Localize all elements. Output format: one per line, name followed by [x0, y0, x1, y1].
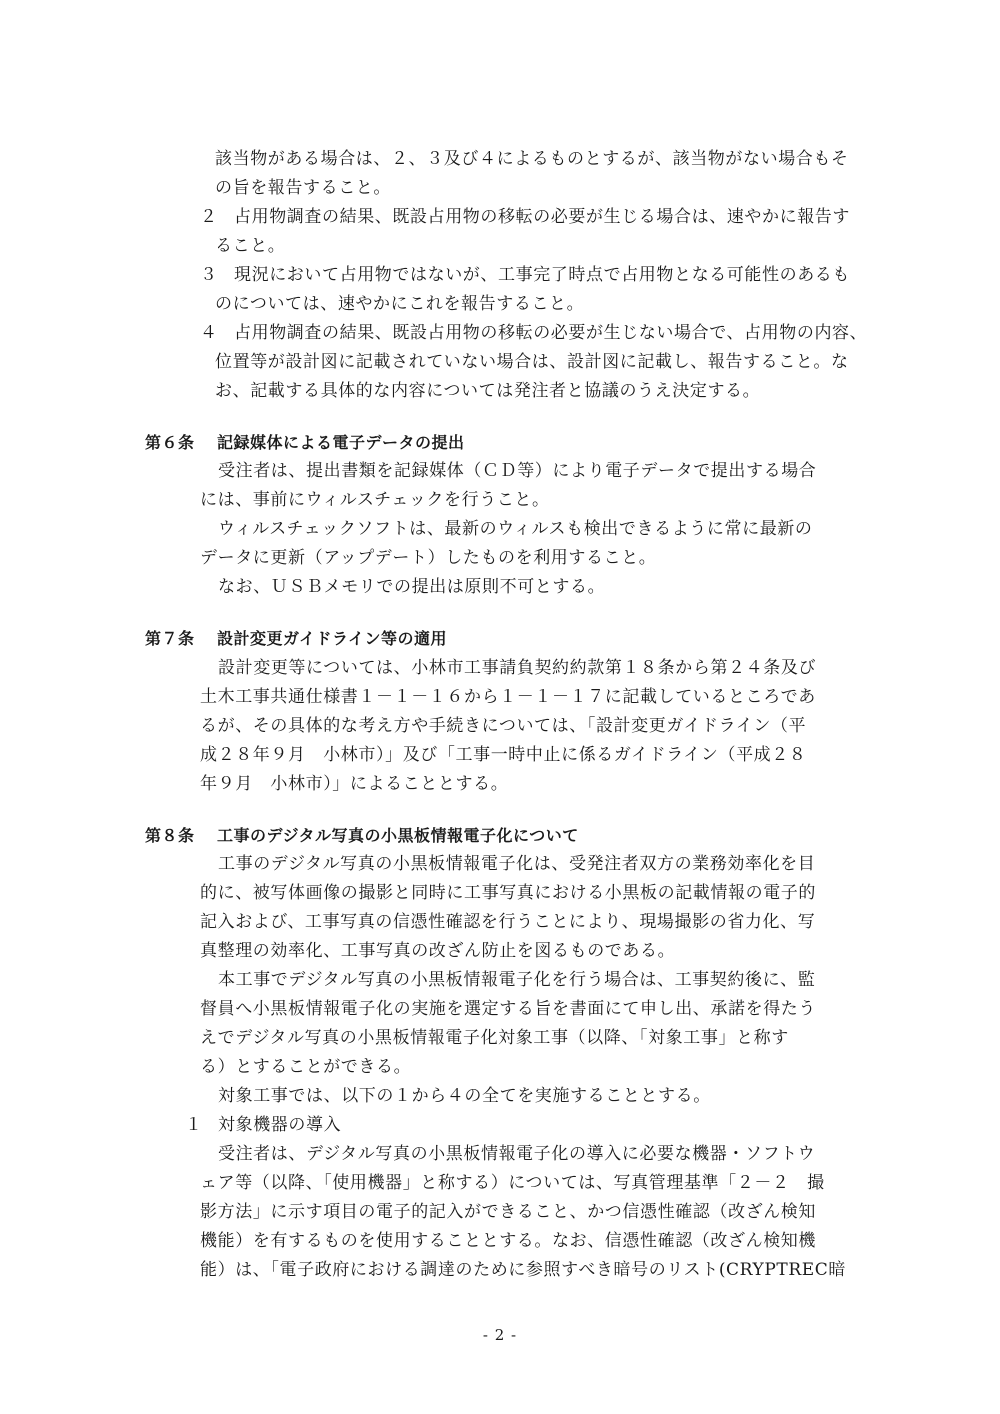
paragraph-line: データに更新（アップデート）したものを利用すること。	[200, 548, 657, 568]
item-line: 占用物調査の結果、既設占用物の移転の必要が生じない場合で、占用物の内容、	[234, 323, 868, 343]
paragraph-line: 年９月 小林市）」によることとする。	[200, 774, 509, 794]
paragraph-line: 真整理の効率化、工事写真の改ざん防止を図るものである。	[200, 941, 676, 961]
paragraph-line: 影方法」に示す項目の電子的記入ができること、かつ信憑性確認（改ざん検知	[200, 1202, 816, 1222]
item-number: ３	[200, 265, 218, 285]
page-number: - 2 -	[482, 1326, 518, 1344]
paragraph-line: 受注者は、デジタル写真の小黒板情報電子化の導入に必要な機器・ソフトウ	[218, 1144, 816, 1164]
subitem-label: 対象機器の導入	[218, 1115, 342, 1135]
item-line: のについては、速やかにこれを報告すること。	[215, 294, 585, 314]
item-line: ること。	[215, 236, 286, 256]
paragraph-line: なお、ＵＳＢメモリでの提出は原則不可とする。	[218, 577, 606, 597]
article-title: 設計変更ガイドライン等の適用	[217, 629, 448, 648]
paragraph-line: 対象工事では、以下の１から４の全てを実施することとする。	[218, 1086, 711, 1106]
paragraph-line: 能）は、「電子政府における調達のために参照すべき暗号のリスト(CRYPTREC暗	[200, 1260, 846, 1280]
article-heading	[145, 628, 447, 650]
paragraph-line: ウィルスチェックソフトは、最新のウィルスも検出できるように常に最新の	[218, 519, 813, 539]
article-title: 記録媒体による電子データの提出	[217, 433, 465, 452]
paragraph-line: る）とすることができる。	[200, 1057, 412, 1077]
subitem-number: １	[185, 1115, 203, 1135]
paragraph-line: 本工事でデジタル写真の小黒板情報電子化を行う場合は、工事契約後に、監	[218, 970, 816, 990]
article-number: 第６条	[145, 433, 195, 452]
paragraph-line: えでデジタル写真の小黒板情報電子化対象工事（以降、「対象工事」と称す	[200, 1028, 789, 1048]
paragraph-line: には、事前にウィルスチェックを行うこと。	[200, 490, 550, 510]
paragraph-line: 受注者は、提出書類を記録媒体（ＣＤ等）により電子データで提出する場合	[218, 461, 817, 481]
intro-line: の旨を報告すること。	[215, 178, 391, 198]
item-number: ４	[200, 323, 218, 343]
paragraph-line: るが、その具体的な考え方や手続きについては、「設計変更ガイドライン（平	[200, 716, 807, 736]
article-number: 第７条	[145, 629, 195, 648]
paragraph-line: 土木工事共通仕様書１－１－１６から１－１－１７に記載しているところであ	[200, 687, 816, 707]
article-heading	[145, 432, 465, 454]
paragraph-line: 成２８年９月 小林市）」及び「工事一時中止に係るガイドライン（平成２８	[200, 745, 807, 765]
paragraph-line: ェア等（以降、「使用機器」と称する）については、写真管理基準「２－２ 撮	[200, 1173, 825, 1193]
item-line: 占用物調査の結果、既設占用物の移転の必要が生じる場合は、速やかに報告す	[234, 207, 850, 227]
paragraph-line: 設計変更等については、小林市工事請負契約約款第１８条から第２４条及び	[218, 658, 817, 678]
paragraph-line: 的に、被写体画像の撮影と同時に工事写真における小黒板の記載情報の電子的	[200, 883, 816, 903]
article-heading	[145, 825, 579, 847]
article-number: 第８条	[145, 826, 195, 845]
paragraph-line: 機能）を有するものを使用することとする。なお、信憑性確認（改ざん検知機	[200, 1231, 816, 1251]
article-title: 工事のデジタル写真の小黒板情報電子化について	[217, 826, 579, 845]
paragraph-line: 督員へ小黒板情報電子化の実施を選定する旨を書面にて申し出、承諾を得たう	[200, 999, 816, 1019]
item-number: ２	[200, 207, 218, 227]
item-line: お、記載する具体的な内容については発注者と協議のうえ決定する。	[215, 381, 761, 401]
paragraph-line: 工事のデジタル写真の小黒板情報電子化は、受発注者双方の業務効率化を目	[218, 854, 816, 874]
paragraph-line: 記入および、工事写真の信憑性確認を行うことにより、現場撮影の省力化、写	[200, 912, 816, 932]
intro-line: 該当物がある場合は、２、３及び４によるものとするが、該当物がない場合もそ	[215, 149, 849, 169]
item-line: 現況において占用物ではないが、工事完了時点で占用物となる可能性のあるも	[234, 265, 850, 285]
item-line: 位置等が設計図に記載されていない場合は、設計図に記載し、報告すること。な	[215, 352, 849, 372]
